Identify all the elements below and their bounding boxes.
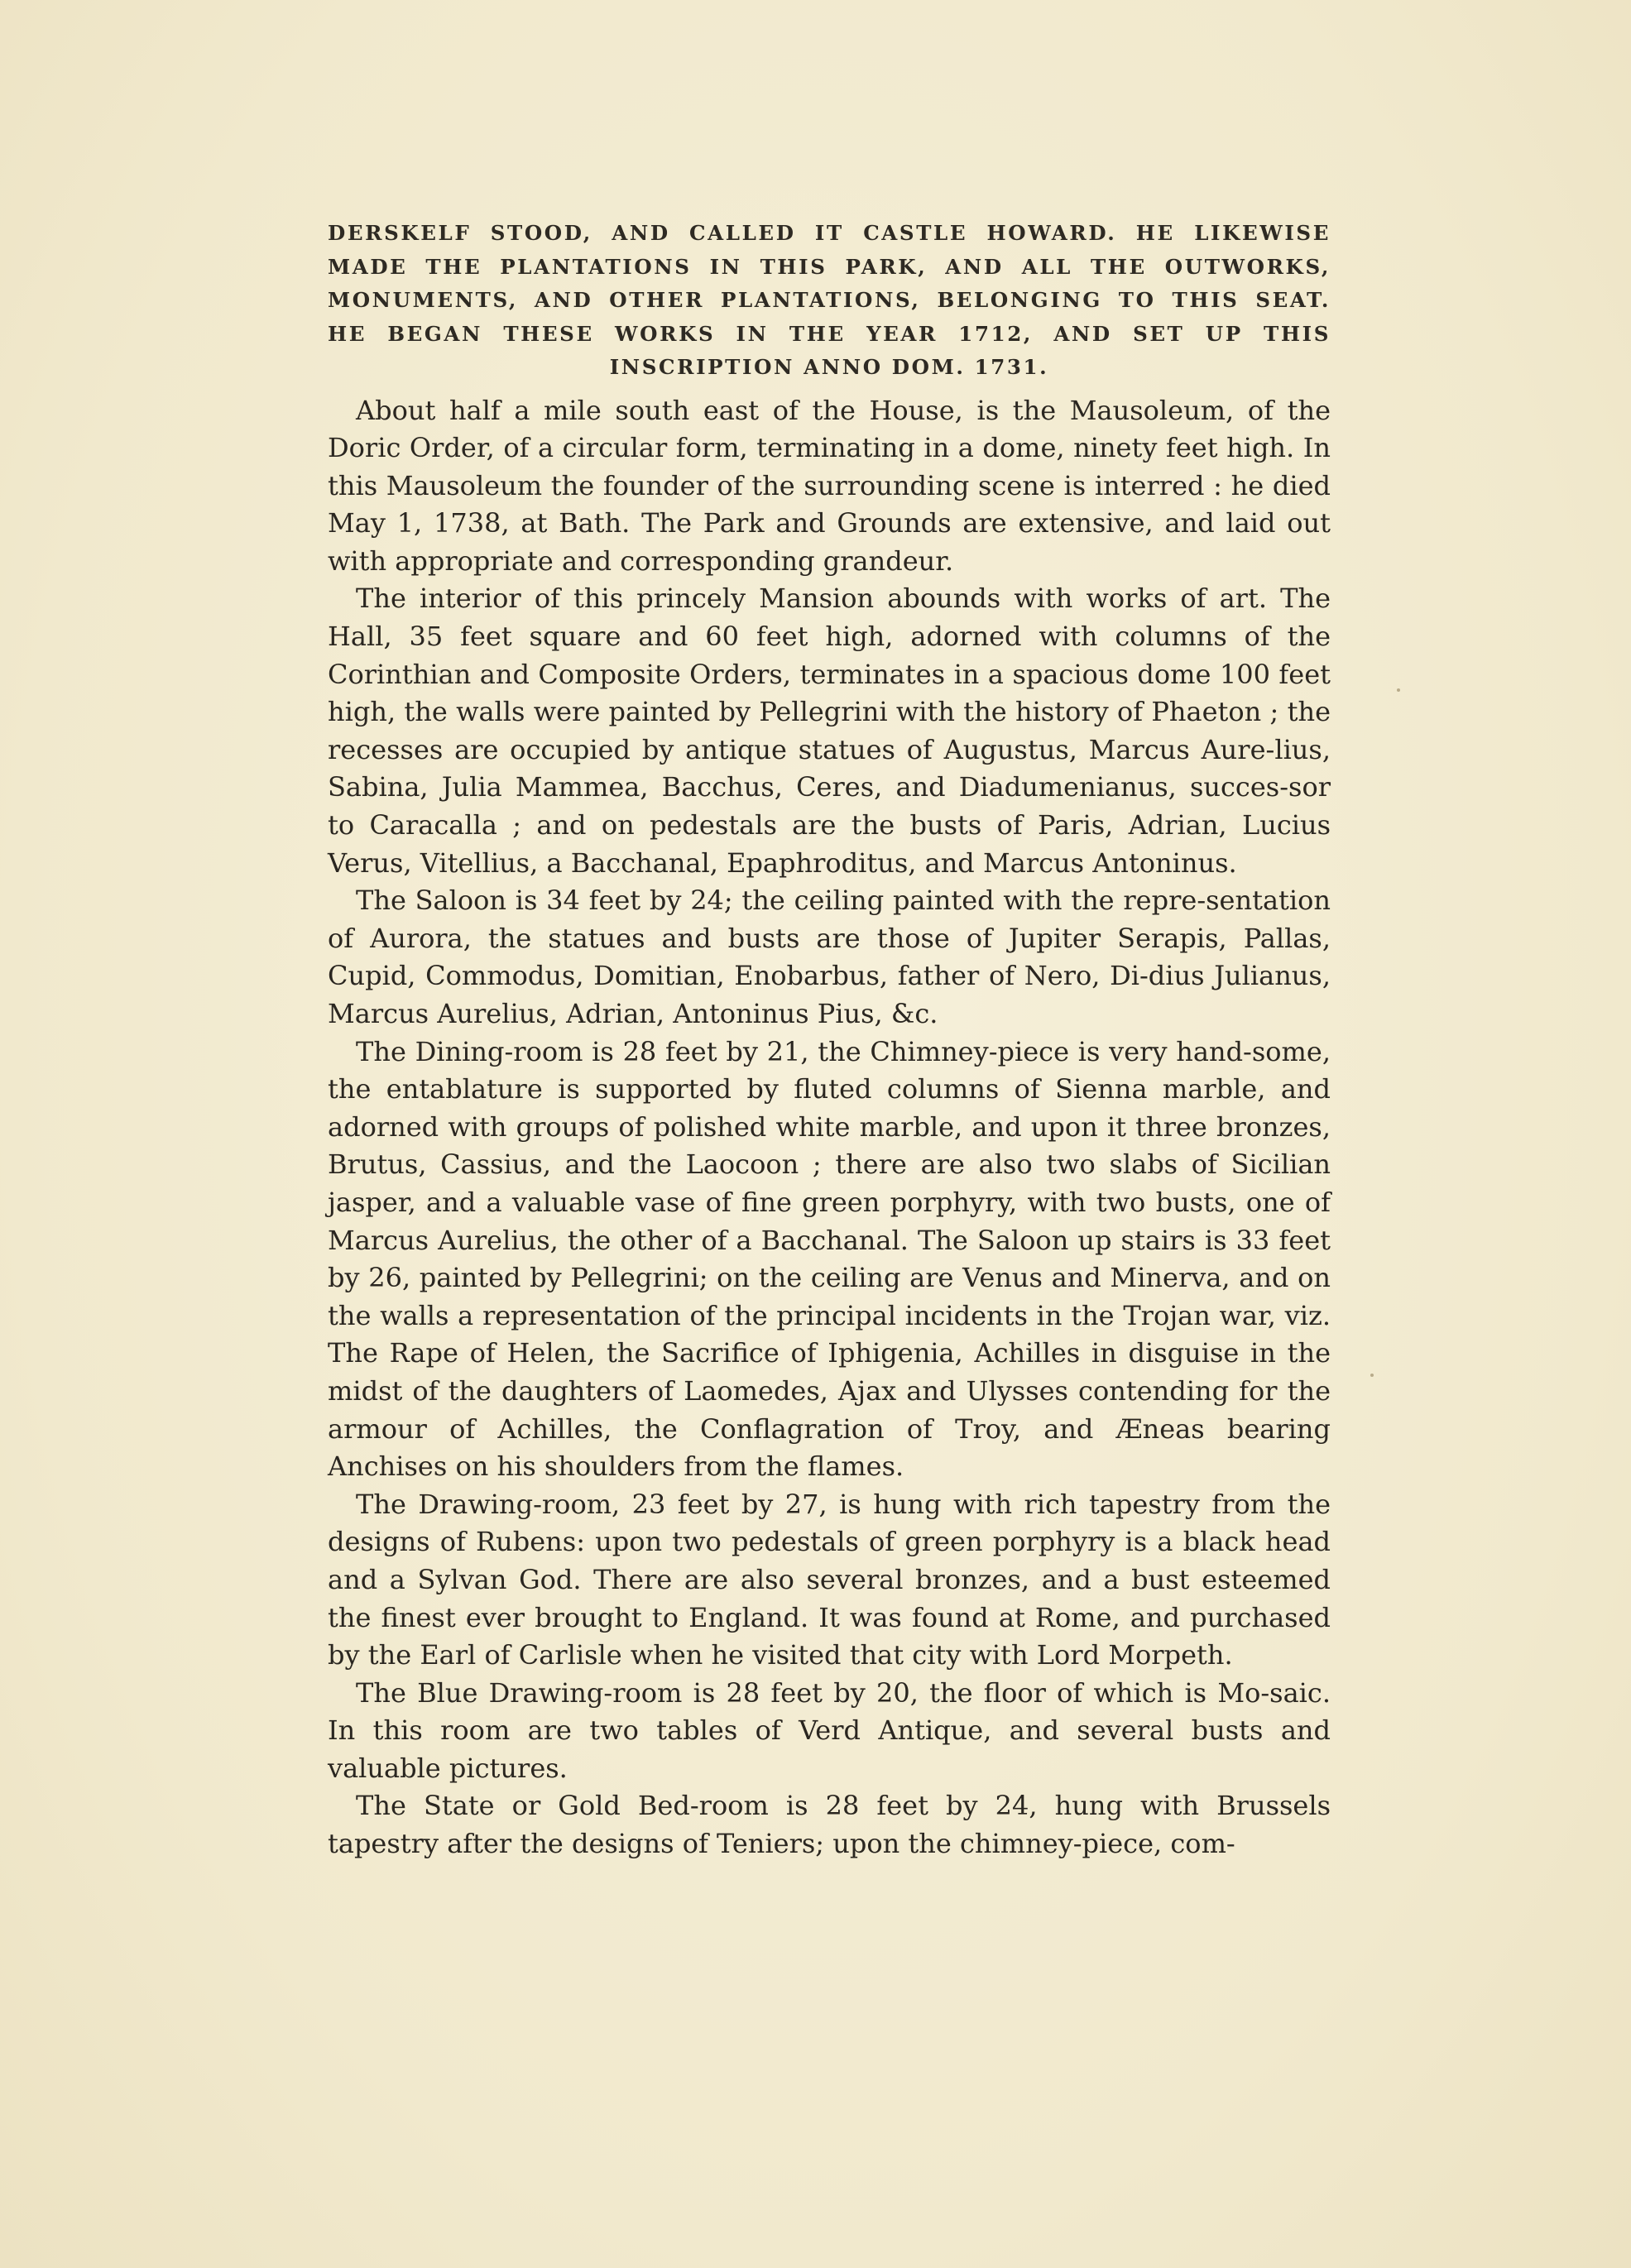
- paragraph-dining-room: The Dining-room is 28 feet by 21, the Chimney-piece is very hand-some, the entablature is supported by fluted columns of Sienna marble, and adorned with groups of polished white marble, and upon it three bronzes, Brutus, Cassius, and the Laocoon ; there are also two slabs of Sicilian jasper, and a valuable vase of fine green porphyry, with two busts, one of Marcus Aurelius, the other of a Bacchanal. The Saloon up stairs is 33 feet by 26, painted by Pellegrini; on the ceiling are Venus and Minerva, and on the walls a representation of the principal incidents in the Trojan war, viz. The Rape of Helen, the Sacrifice of Iphigenia, Achilles in disguise in the midst of the daughters of Laomedes, Ajax and Ulysses contending for the armour of Achilles, the Conflagration of Troy, and Æneas bearing Anchises on his shoulders from the flames.: [328, 1035, 1331, 1483]
- page-speck: [1397, 688, 1400, 692]
- inscription-line: MADE THE PLANTATIONS IN THIS PARK, AND ALL THE OUTWORKS,: [328, 254, 1331, 279]
- inscription-line: HE BEGAN THESE WORKS IN THE YEAR 1712, AND SET UP THIS: [328, 321, 1331, 346]
- page-speck: [1370, 1374, 1374, 1377]
- paragraph-blue-drawing-room: The Blue Drawing-room is 28 feet by 20, the floor of which is Mo-saic. In this room are two tables of Verd Antique, and several busts and valuable pictures.: [328, 1676, 1331, 1784]
- inscription-line: DERSKELF STOOD, AND CALLED IT CASTLE HOWARD. HE LIKEWISE: [328, 221, 1331, 245]
- paragraph-state-bed-room: The State or Gold Bed-room is 28 feet by 24, hung with Brussels tapestry after the designs of Teniers; upon the chimney-piece, com-: [328, 1790, 1331, 1860]
- paragraph-saloon: The Saloon is 34 feet by 24; the ceiling painted with the repre-sentation of Aurora, the statues and busts are those of Jupiter Serapis, Pallas, Cupid, Commodus, Domitian, Enobarbus, father of Nero, Di-dius Julianus, Marcus Aurelius, Adrian, Antoninus Pius, &c.: [328, 885, 1331, 1029]
- inscription-line: INSCRIPTION ANNO DOM. 1731.: [609, 355, 1049, 379]
- paragraph-drawing-room: The Drawing-room, 23 feet by 27, is hung with rich tapestry from the designs of Rubens: upon two pedestals of green porphyry is a black head and a Sylvan God. There are also several bronzes, and a bust esteemed the finest ever brought to England. It was found at Rome, and purchased by the Earl of Carlisle when he visited that city with Lord Morpeth.: [328, 1488, 1331, 1671]
- paragraph-hall: The interior of this princely Mansion abounds with works of art. The Hall, 35 feet square and 60 feet high, adorned with columns of the Corinthian and Composite Orders, terminates in a spacious dome 100 feet high, the walls were painted by Pellegrini with the history of Phaeton ; the recesses are occupied by antique statues of Augustus, Marcus Aure-lius, Sabina, Julia Mammea, Bacchus, Ceres, and Diadumenianus, succes-sor to Caracalla ; and on pedestals are the busts of Paris, Adrian, Lucius Verus, Vitellius, a Bacchanal, Epaphroditus, and Marcus Antoninus.: [328, 583, 1331, 879]
- page-text: [328, 217, 1331, 1863]
- inscription-line: MONUMENTS, AND OTHER PLANTATIONS, BELONGING TO THIS SEAT.: [328, 288, 1331, 312]
- paragraph-mausoleum: About half a mile south east of the House, is the Mausoleum, of the Doric Order, of a circular form, terminating in a dome, ninety feet high. In this Mausoleum the founder of the surrounding scene is interred : he died May 1, 1738, at Bath. The Park and Grounds are extensive, and laid out with appropriate and corresponding grandeur.: [328, 394, 1331, 577]
